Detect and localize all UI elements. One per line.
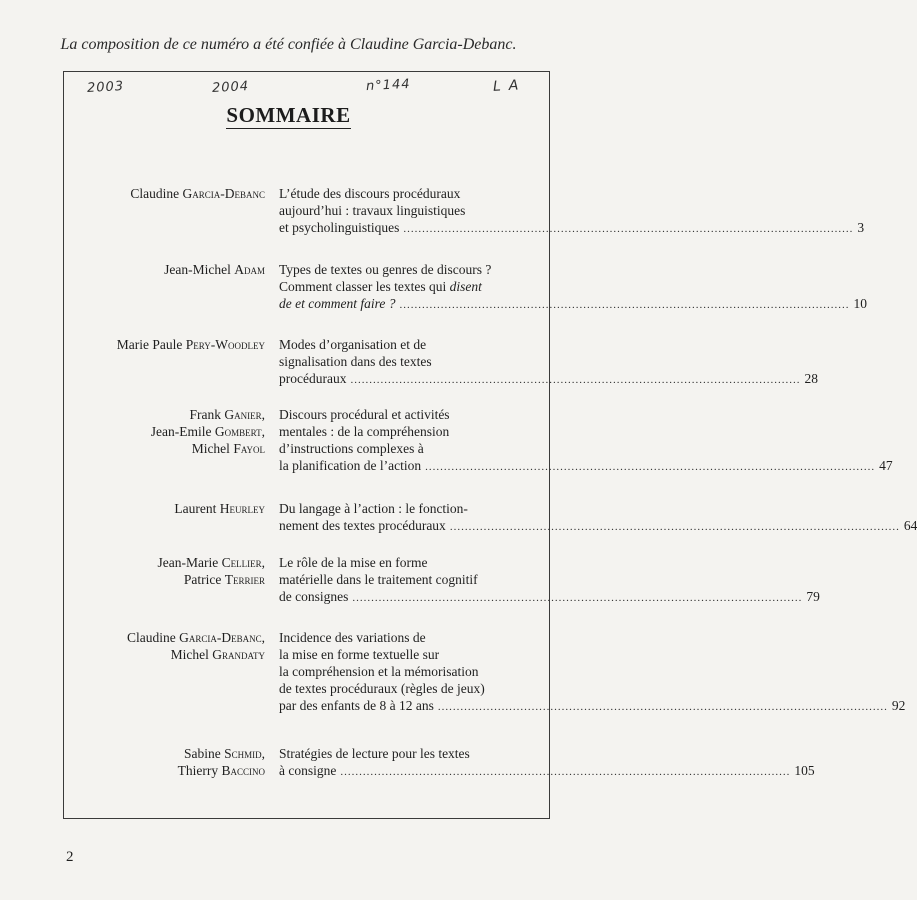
title-last-line bbox=[279, 697, 906, 716]
entry-page-number: 64 bbox=[903, 518, 917, 533]
title-line bbox=[279, 571, 518, 588]
entry-authors bbox=[151, 406, 265, 457]
title-last-text bbox=[279, 697, 434, 714]
title-line bbox=[279, 629, 518, 646]
author-last-name: Grandaty bbox=[212, 647, 265, 662]
title-last-text bbox=[279, 588, 348, 605]
leader-dots: ........................................................................................................................ bbox=[403, 223, 854, 235]
entry-title bbox=[279, 261, 867, 314]
title-last-line bbox=[279, 295, 867, 314]
entry-authors bbox=[117, 336, 265, 353]
entry-authors bbox=[178, 745, 265, 779]
title-line bbox=[279, 554, 518, 571]
author-last-name: Terrier bbox=[224, 572, 265, 587]
author-first-name: Claudine bbox=[127, 630, 180, 645]
author-name bbox=[130, 185, 265, 202]
author-name bbox=[127, 629, 265, 646]
entry-authors bbox=[158, 554, 265, 588]
entry-title bbox=[279, 554, 820, 607]
title-line-text: signalisation dans des textes bbox=[279, 354, 432, 369]
author-separator: , bbox=[261, 407, 265, 422]
author-first-name: Frank bbox=[189, 407, 225, 422]
title-last-line bbox=[279, 370, 818, 389]
title-line-text: à consigne bbox=[279, 763, 337, 778]
title-line-text: Incidence des variations de bbox=[279, 630, 426, 645]
leader-dots: ........................................................................................................................ bbox=[399, 299, 850, 311]
entry-title bbox=[279, 406, 893, 476]
author-first-name: Laurent bbox=[174, 501, 220, 516]
author-last-name: Ganier bbox=[224, 407, 262, 422]
title-line bbox=[279, 353, 518, 370]
entry-page-number: 47 bbox=[879, 458, 893, 473]
entry-title bbox=[279, 185, 865, 238]
leader-dots: ........................................................................................................................ bbox=[449, 521, 900, 533]
handwritten-note: n°144 bbox=[365, 76, 411, 95]
author-first-name: Jean-Michel bbox=[164, 262, 235, 277]
title-line bbox=[279, 500, 518, 517]
author-first-name: Marie Paule bbox=[116, 337, 186, 352]
author-first-name: Jean-Marie bbox=[157, 555, 222, 570]
title-line-text: Modes d’organisation et de bbox=[279, 337, 427, 352]
author-name bbox=[117, 336, 265, 353]
author-name bbox=[164, 261, 265, 278]
title-line-text: nement des textes procéduraux bbox=[279, 518, 446, 533]
handwritten-note: LA bbox=[492, 77, 527, 95]
leader-dots: ........................................................................................................................ bbox=[350, 374, 801, 386]
title-line-text: la mise en forme textuelle sur bbox=[279, 647, 440, 662]
title-line-text: par des enfants de 8 à 12 ans bbox=[279, 698, 434, 713]
issue-credit: La composition de ce numéro a été confiée à Claudine Garcia-Debanc. bbox=[60, 36, 517, 53]
title-line bbox=[279, 406, 518, 423]
title-last-text bbox=[279, 370, 346, 387]
title-line bbox=[279, 440, 518, 457]
entry-page-number: 10 bbox=[853, 296, 867, 311]
title-last-line bbox=[279, 517, 917, 536]
title-line-text: Le rôle de la mise en forme bbox=[279, 555, 428, 570]
author-name bbox=[178, 745, 265, 762]
entry-authors bbox=[127, 629, 265, 663]
title-line-text: aujourd’hui : travaux linguistiques bbox=[279, 203, 466, 218]
page-number: 2 bbox=[66, 849, 74, 865]
leader-dots: ........................................................................................................................ bbox=[352, 592, 803, 604]
entry-page-number: 105 bbox=[794, 763, 815, 778]
title-last-line bbox=[279, 588, 820, 607]
title-last-text bbox=[279, 457, 421, 474]
author-first-name: Patrice bbox=[183, 572, 225, 587]
title-line bbox=[279, 336, 518, 353]
handwritten-note: 2003 bbox=[86, 79, 125, 96]
title-line-text: de textes procéduraux (règles de jeux) bbox=[279, 681, 485, 696]
entry-title bbox=[279, 336, 818, 389]
title-line bbox=[279, 185, 518, 202]
title-line-text: Stratégies de lecture pour les textes bbox=[279, 746, 470, 761]
title-line bbox=[279, 646, 518, 663]
author-last-name: Baccino bbox=[221, 763, 265, 778]
entry-title bbox=[279, 745, 815, 781]
title-line-text: L’étude des discours procéduraux bbox=[279, 186, 461, 201]
title-last-line bbox=[279, 457, 893, 476]
author-name bbox=[174, 500, 265, 517]
title-line-text: d’instructions complexes à bbox=[279, 441, 424, 456]
title-last-text bbox=[279, 762, 336, 779]
author-name bbox=[178, 762, 265, 779]
title-line-text: Comment classer les textes qui bbox=[279, 279, 447, 294]
handwritten-note: 2004 bbox=[211, 79, 250, 96]
title-text: SOMMAIRE bbox=[226, 103, 351, 127]
author-name bbox=[151, 406, 265, 423]
author-last-name: Garcia-Debanc bbox=[182, 186, 265, 201]
entry-title bbox=[279, 500, 917, 536]
entry-page-number: 79 bbox=[806, 589, 820, 604]
title-italic-text: disent bbox=[446, 279, 482, 294]
author-name bbox=[151, 423, 265, 440]
entry-page-number: 3 bbox=[857, 220, 865, 235]
title-line bbox=[279, 745, 518, 762]
title-last-line bbox=[279, 762, 815, 781]
author-last-name: Gombert bbox=[214, 424, 262, 439]
title-line bbox=[279, 663, 518, 680]
author-last-name: Cellier bbox=[221, 555, 262, 570]
title-italic-text: de et comment faire ? bbox=[279, 296, 396, 311]
entry-page-number: 28 bbox=[804, 371, 818, 386]
title-line-text: Types de textes ou genres de discours ? bbox=[279, 262, 492, 277]
author-first-name: Jean-Emile bbox=[150, 424, 215, 439]
author-first-name: Michel bbox=[191, 441, 234, 456]
entry-authors bbox=[130, 185, 265, 202]
title-line-text: de consignes bbox=[279, 589, 349, 604]
title-line bbox=[279, 202, 518, 219]
title-line bbox=[279, 423, 518, 440]
author-name bbox=[127, 646, 265, 663]
author-first-name: Thierry bbox=[177, 763, 222, 778]
author-last-name: Schmid bbox=[224, 746, 262, 761]
author-first-name: Sabine bbox=[183, 746, 225, 761]
title-line-text: Discours procédural et activités bbox=[279, 407, 450, 422]
title-line bbox=[279, 278, 518, 295]
author-separator: , bbox=[261, 746, 265, 761]
author-separator: , bbox=[261, 630, 265, 645]
author-last-name: Pery-Woodley bbox=[185, 337, 265, 352]
title-line bbox=[279, 261, 518, 278]
author-separator: , bbox=[261, 424, 265, 439]
page-title bbox=[0, 103, 577, 128]
author-name bbox=[158, 554, 265, 571]
entry-authors bbox=[164, 261, 265, 278]
title-line-text: Du langage à l’action : le fonction- bbox=[279, 501, 468, 516]
title-last-text bbox=[279, 517, 446, 534]
author-last-name: Garcia-Debanc bbox=[179, 630, 262, 645]
author-last-name: Heurley bbox=[219, 501, 265, 516]
entry-authors bbox=[174, 500, 265, 517]
author-name bbox=[158, 571, 265, 588]
title-line-text: mentales : de la compréhension bbox=[279, 424, 450, 439]
leader-dots: ........................................................................................................................ bbox=[340, 766, 791, 778]
title-line-text: procéduraux bbox=[279, 371, 347, 386]
leader-dots: ........................................................................................................................ bbox=[437, 701, 888, 713]
author-first-name: Claudine bbox=[130, 186, 183, 201]
entry-page-number: 92 bbox=[891, 698, 906, 713]
author-last-name: Adam bbox=[234, 262, 265, 277]
title-line bbox=[279, 680, 518, 697]
leader-dots: ........................................................................................................................ bbox=[425, 461, 876, 473]
title-line-text: et psycholinguistiques bbox=[279, 220, 400, 235]
title-line-text: la compréhension et la mémorisation bbox=[279, 664, 479, 679]
title-last-text bbox=[279, 219, 399, 236]
author-first-name: Michel bbox=[170, 647, 213, 662]
title-line-text: matérielle dans le traitement cognitif bbox=[279, 572, 478, 587]
title-last-text bbox=[279, 295, 395, 312]
title-line-text: la planification de l’action bbox=[279, 458, 422, 473]
title-last-line bbox=[279, 219, 865, 238]
entry-title bbox=[279, 629, 906, 716]
author-last-name: Fayol bbox=[233, 441, 265, 456]
author-name bbox=[151, 440, 265, 457]
author-separator: , bbox=[261, 555, 265, 570]
